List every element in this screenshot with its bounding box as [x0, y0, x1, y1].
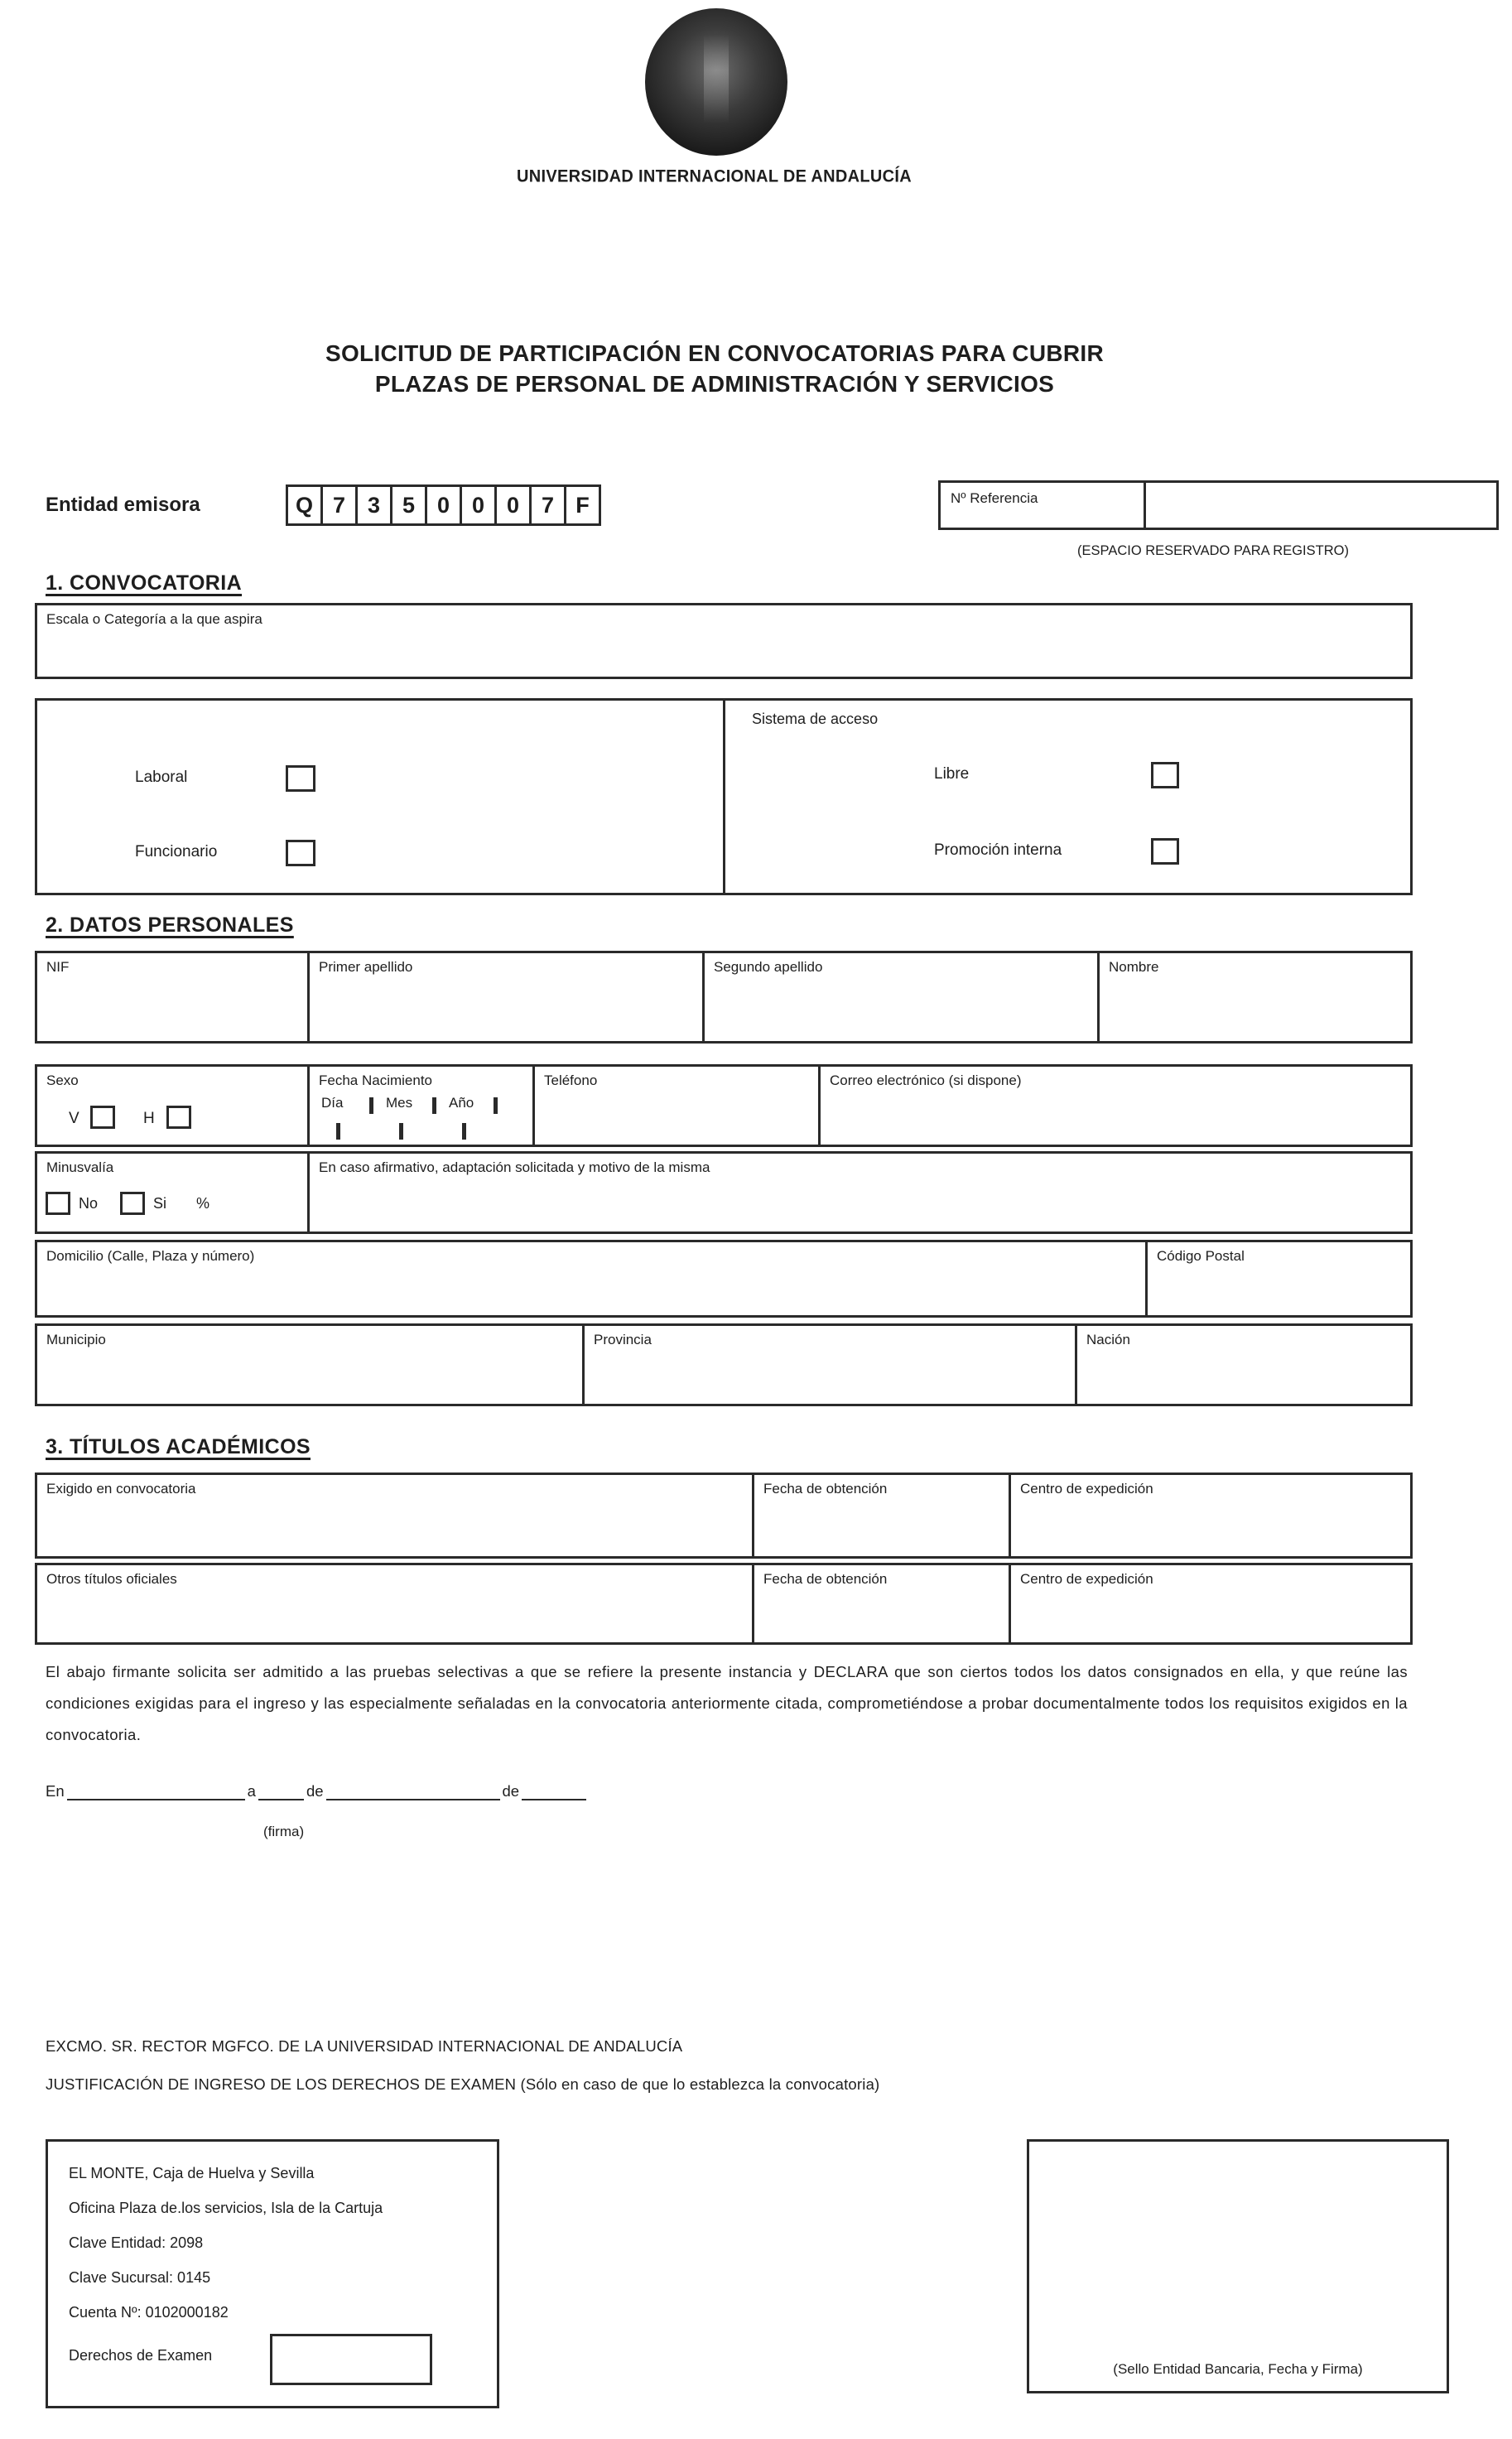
minusvalia-si-checkbox[interactable]: [120, 1192, 145, 1215]
minusvalia-si-label: Si: [153, 1195, 167, 1212]
adaptacion-label: En caso afirmativo, adaptación solicitada y motivo de la misma: [319, 1159, 710, 1175]
laboral-label: Laboral: [135, 769, 188, 786]
escala-label: Escala o Categoría a la que aspira: [46, 611, 262, 627]
dia-label: Día: [321, 1095, 344, 1111]
funcionario-checkbox[interactable]: [286, 840, 315, 866]
bank-office: Oficina Plaza de.los servicios, Isla de la Cartuja: [69, 2200, 383, 2216]
university-logo-icon: [645, 8, 787, 156]
code-box-7[interactable]: 0: [494, 484, 532, 526]
bank-name: EL MONTE, Caja de Huelva y Sevilla: [69, 2165, 315, 2181]
primer-apellido-field[interactable]: [307, 953, 702, 1041]
code-box-8[interactable]: 7: [529, 484, 566, 526]
promocion-interna-label: Promoción interna: [934, 841, 1062, 859]
nacion-field[interactable]: [1075, 1326, 1415, 1404]
provincia-field[interactable]: [582, 1326, 1075, 1404]
date-de1-label: de: [306, 1782, 324, 1800]
date-tick: [336, 1123, 340, 1140]
code-box-4[interactable]: 5: [390, 484, 427, 526]
exigido-label: Exigido en convocatoria: [46, 1481, 196, 1497]
code-box-1[interactable]: Q: [286, 484, 323, 526]
promocion-interna-checkbox[interactable]: [1151, 838, 1179, 865]
sexo-label: Sexo: [46, 1072, 79, 1088]
month-write-in[interactable]: [326, 1782, 500, 1800]
titulos-row-1: [35, 1473, 1413, 1559]
bank-details-box: [46, 2139, 499, 2408]
datos-row-1: [35, 951, 1413, 1044]
registro-reserved-note: (ESPACIO RESERVADO PARA REGISTRO): [1077, 543, 1349, 558]
libre-checkbox[interactable]: [1151, 762, 1179, 788]
domicilio-field[interactable]: [37, 1242, 1145, 1315]
bank-cuenta: Cuenta Nº: 0102000182: [69, 2304, 229, 2321]
firma-label: (firma): [263, 1824, 305, 1839]
ano-label: Año: [449, 1095, 474, 1111]
derechos-examen-label: Derechos de Examen: [69, 2347, 213, 2364]
sexo-v-label: V: [69, 1110, 79, 1127]
fecha-nacimiento-label: Fecha Nacimiento: [319, 1072, 433, 1088]
sexo-field: [37, 1067, 307, 1145]
date-de2-label: de: [502, 1782, 520, 1800]
declaration-text: El abajo firmante solicita ser admitido a las pruebas selectivas a que se refiere la presente instancia y DECLARA que son ciertos todos los datos consignados en ella, y que reúne las condiciones exigidas para el ingreso y las especialmente señaladas en la convocatoria anteriormente citada, comprometiéndose a probar documentalmente todos los requisitos exigidos en la convocatoria.: [46, 1663, 1408, 1743]
referencia-divider: [1144, 483, 1146, 528]
bank-clave-entidad: Clave Entidad: 2098: [69, 2234, 204, 2251]
code-box-2[interactable]: 7: [320, 484, 358, 526]
codigo-postal-label: Código Postal: [1157, 1248, 1245, 1264]
telefono-field[interactable]: [532, 1067, 818, 1145]
convocatoria-column-divider: [723, 701, 725, 893]
telefono-label: Teléfono: [544, 1072, 598, 1088]
adaptacion-field[interactable]: [307, 1154, 1415, 1232]
sexo-h-label: H: [143, 1110, 155, 1127]
section3-heading: 3. TÍTULOS ACADÉMICOS: [46, 1435, 311, 1458]
code-box-9[interactable]: F: [564, 484, 601, 526]
segundo-apellido-label: Segundo apellido: [714, 959, 823, 975]
correo-field[interactable]: [818, 1067, 1415, 1145]
date-line: [46, 1782, 589, 1800]
datos-row-3: [35, 1151, 1413, 1234]
nif-field[interactable]: [37, 953, 307, 1041]
otros-titulos-field[interactable]: [37, 1565, 752, 1642]
domicilio-label: Domicilio (Calle, Plaza y número): [46, 1248, 255, 1264]
date-a-label: a: [247, 1782, 256, 1800]
date-tick: [399, 1123, 403, 1140]
bank-clave-sucursal: Clave Sucursal: 0145: [69, 2269, 211, 2286]
code-box-5[interactable]: 0: [425, 484, 462, 526]
fecha-obtencion-label-2: Fecha de obtención: [763, 1571, 888, 1587]
nif-label: NIF: [46, 959, 70, 975]
funcionario-label: Funcionario: [135, 843, 218, 860]
sexo-v-checkbox[interactable]: [90, 1106, 115, 1129]
code-box-6[interactable]: 0: [460, 484, 497, 526]
convocatoria-grid: [35, 698, 1413, 895]
section2-heading: 2. DATOS PERSONALES: [46, 913, 294, 937]
centro-expedicion-label-1: Centro de expedición: [1020, 1481, 1153, 1497]
minusvalia-no-label: No: [79, 1195, 99, 1212]
entidad-emisora-label: Entidad emisora: [46, 494, 200, 516]
datos-row-5: [35, 1323, 1413, 1406]
justificacion-line: JUSTIFICACIÓN DE INGRESO DE LOS DERECHOS DE EXAMEN (Sólo en caso de que lo establezca la convocatoria): [46, 2075, 880, 2093]
nombre-field[interactable]: [1097, 953, 1415, 1041]
minusvalia-pct-label: %: [196, 1195, 210, 1212]
sello-caption: (Sello Entidad Bancaria, Fecha y Firma): [1113, 2361, 1363, 2377]
libre-label: Libre: [934, 765, 970, 783]
entidad-code-boxes: [286, 484, 601, 526]
fecha-obtencion-label-1: Fecha de obtención: [763, 1481, 888, 1497]
section1-heading: 1. CONVOCATORIA: [46, 571, 243, 595]
provincia-label: Provincia: [594, 1332, 652, 1347]
centro-expedicion-field-2[interactable]: [1009, 1565, 1415, 1642]
date-en-label: En: [46, 1782, 65, 1800]
titulos-row-2: [35, 1563, 1413, 1645]
datos-row-4: [35, 1240, 1413, 1318]
minusvalia-field: [37, 1154, 307, 1232]
fecha-obtencion-field-1[interactable]: [752, 1475, 1009, 1556]
university-name: UNIVERSIDAD INTERNACIONAL DE ANDALUCÍA: [517, 166, 912, 186]
date-tick: [369, 1097, 373, 1114]
municipio-label: Municipio: [46, 1332, 106, 1347]
municipio-field[interactable]: [37, 1326, 582, 1404]
form-title-line1: SOLICITUD DE PARTICIPACIÓN EN CONVOCATORIAS PARA CUBRIR: [325, 340, 1104, 366]
sexo-h-checkbox[interactable]: [166, 1106, 191, 1129]
day-write-in[interactable]: [258, 1782, 304, 1800]
centro-expedicion-label-2: Centro de expedición: [1020, 1571, 1153, 1587]
fecha-obtencion-field-2[interactable]: [752, 1565, 1009, 1642]
otros-titulos-label: Otros títulos oficiales: [46, 1571, 177, 1587]
correo-label: Correo electrónico (si dispone): [830, 1072, 1022, 1088]
date-tick: [432, 1097, 436, 1114]
centro-expedicion-field-1[interactable]: [1009, 1475, 1415, 1556]
mes-label: Mes: [386, 1095, 413, 1111]
place-write-in[interactable]: [67, 1782, 245, 1800]
form-title-line2: PLAZAS DE PERSONAL DE ADMINISTRACIÓN Y SERVICIOS: [374, 371, 1055, 397]
sistema-acceso-label: Sistema de acceso: [752, 711, 879, 727]
referencia-label: Nº Referencia: [951, 490, 1038, 506]
date-tick: [462, 1123, 466, 1140]
derechos-examen-field[interactable]: [270, 2334, 432, 2385]
minusvalia-no-checkbox[interactable]: [46, 1192, 70, 1215]
date-tick: [494, 1097, 498, 1114]
escala-field[interactable]: [35, 603, 1413, 679]
nacion-label: Nación: [1086, 1332, 1130, 1347]
year-write-in[interactable]: [522, 1782, 586, 1800]
codigo-postal-field[interactable]: [1145, 1242, 1415, 1315]
code-box-3[interactable]: 3: [355, 484, 392, 526]
minusvalia-label: Minusvalía: [46, 1159, 114, 1175]
nombre-label: Nombre: [1109, 959, 1159, 975]
fecha-nacimiento-field[interactable]: [307, 1067, 532, 1145]
rector-line: EXCMO. SR. RECTOR MGFCO. DE LA UNIVERSIDAD INTERNACIONAL DE ANDALUCÍA: [46, 2037, 683, 2055]
segundo-apellido-field[interactable]: [702, 953, 1097, 1041]
laboral-checkbox[interactable]: [286, 765, 315, 792]
referencia-box[interactable]: [938, 480, 1499, 530]
exigido-field[interactable]: [37, 1475, 752, 1556]
primer-apellido-label: Primer apellido: [319, 959, 413, 975]
form-title: [85, 338, 1344, 399]
bank-stamp-box: [1027, 2139, 1449, 2393]
datos-row-2: [35, 1064, 1413, 1147]
